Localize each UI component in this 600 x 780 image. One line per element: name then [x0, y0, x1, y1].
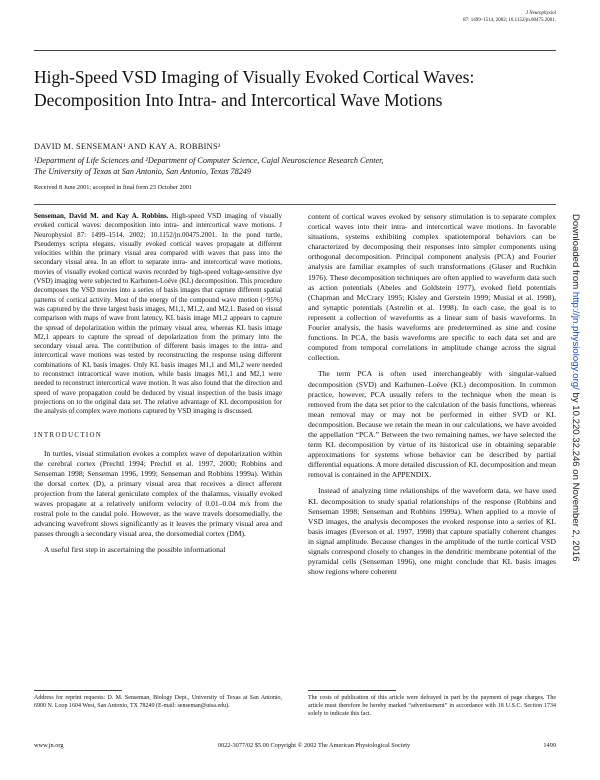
article-title: High-Speed VSD Imaging of Visually Evoked Cortical Waves: Decomposition Into Intra- and Intercortical Wave Motions — [34, 67, 475, 110]
intro-paragraph-2: A useful first step in ascertaining the possible informational — [44, 545, 226, 555]
author-line: DAVID M. SENSEMAN¹ AND KAY A. ROBBINS² — [34, 142, 221, 151]
page-number: 1499 — [543, 742, 556, 749]
affiliation-line-2: The University of Texas at San Antonio, San Antonio, Texas 78249 — [34, 167, 251, 176]
intro-heading: INTRODUCTION — [34, 431, 103, 439]
abstract-text: High-speed VSD imaging of visually evoked cortical waves: decomposition into intra- and intercortical wave motions. J Neurophysiol 87: 1499–1514, 2002; 10.1152/jn.00475.2001. In the pond turtle, Pseudemys scripta elegans, visually evoked cortical waves propagate at different velocities within the primary visual area compared with waves that pass into the secondary visual area. In an effort to separate intra- and intercortical wave motions, movies of visually evoked cortical waves recorded by high-speed voltage-sensitive dye (VSD) imaging were subjected to Karhunen-Loéve (KL) decomposition. This procedure decomposes the VSD movies into a series of basis images that capture different spatial patterns of cortical activity. Most of the energy of the compound wave motion (>95%) was captured by the three largest basis images, M1,1, M1,2, and M2,1. Based on visual comparison with maps of wave front latency, KL basis image M1,2 appears to capture the spread of depolarization within the primary visual area, whereas KL basis image M2,1 appears to capture the spread of depolarization from the primary into the secondary visual area. The contribution of different basis images to the intra- and intercortical wave motions was tested by reconstructing the response using different combinations of KL basis images. Only KL basis images M1,1 and M1,2 were needed to reconstruct intracortical wave motion, while basis images M1,1 and M2,1 were needed to reconstruct intercortical wave motion. It was also found that the direction and speed of wave propagation could be deduced by visual inspection of the basis image projections on to the original data set. The relative advantage of KL decomposition for the analysis of complex wave motions captured by VSD imaging is discussed. — [34, 212, 282, 416]
download-watermark — [561, 214, 583, 594]
right-paragraph-2: The term PCA is often used interchangeably with singular-valued decomposition (SVD) and Karhunen–Loéve (KL) decomposition. In common practice, however, PCA usually refers to the technique when the mean is removed from the data set prior to the calculation of the basis functions, whereas mean removal may or may not be performed in either SVD or KL decomposition. Because we retain the mean in our calculations, we have avoided the appellation “PCA.” Between the two remaining names, we have selected the term KL decomposition by virtue of its historical use in obtaining separable approximations for systems whose behavior can be described by partial differential equations. A more detailed discussion of KL decomposition and mean removal is contained in the APPENDIX. — [308, 369, 556, 480]
footnote-reprint-address: Address for reprint requests: D. M. Senseman, Biology Dept., University of Texas at San Antonio, 6900 N. Loop 1604 West, San Antonio, TX 78249 (E-mail: senseman@utsa.edu). — [34, 695, 282, 709]
journal-name: J Neurophysiol — [525, 11, 556, 16]
download-watermark-text — [559, 214, 581, 594]
affiliation — [34, 155, 554, 177]
journal-url[interactable]: www.jn.org — [34, 742, 64, 749]
received-date: Received 8 June 2001; accepted in final form 23 October 2001 — [34, 184, 193, 191]
affiliation-line-1: ¹Department of Life Sciences and ²Department of Computer Science, Cajal Neuroscience Research Center, — [34, 156, 384, 165]
watermark-suffix: by 10.220.32.246 on November 2, 2016 — [570, 389, 581, 562]
abstract — [34, 212, 282, 417]
header-rule — [34, 204, 556, 205]
right-paragraph-1: content of cortical waves evoked by sensory stimulation is to separate complex cortical waves into their intra- and intercortical wave motions. In favorable situations, systems exhibiting complex spatiotemporal behaviors can be characterized by decomposing their responses into simpler components using orthogonal decomposition. Principal component analysis (PCA) and Fourier analysis are familiar examples of such transformations (Glaser and Ruchkin 1976). These decomposition techniques are often applied to waveform data such as action potentials (Abeles and Goldstein 1977), evoked field potentials (Chapman and McCrary 1995; Kisley and Gerstein 1999; Musial et al. 1998), and synaptic potentials (Astrelin et al. 1998). In each case, the goal is to represent a collection of waveforms as a linear sum of basis waveforms. In Fourier analysis, the basis waveforms are predetermined as sine and cosine functions. In PCA, the basis waveforms are specific to each data set and are computed from temporal correlations in amplitude change across the signal collection. — [308, 212, 556, 363]
top-rule — [34, 50, 556, 51]
footnote-rule-right — [308, 690, 396, 691]
citation-line: 87: 1499–1514, 2002; 10.1152/jn.00475.2001. — [463, 18, 556, 23]
footnote-publication-costs: The costs of publication of this article were defrayed in part by the payment of page charges. The article must therefore be hereby marked “advertisement” in accordance with 18 U.S.C. Section 1734 solely to indicate this fact. — [308, 695, 556, 717]
right-column — [308, 212, 556, 583]
watermark-link[interactable]: http://jn.physiology.org/ — [570, 291, 581, 390]
copyright-line: 0022-3077/02 $5.00 Copyright © 2002 The American Physiological Society — [217, 742, 411, 749]
right-paragraph-3: Instead of analyzing time relationships of the waveform data, we have used KL decomposition to study spatial relationships of the response (Robbins and Senseman 1998; Senseman and Robbins 1999a). When applied to a movie of VSD images, the analysis decomposes the evoked response into a series of KL basis images (Everson et al. 1997, 1998) that capture spatially coherent changes in signal amplitude. Because changes in the amplitude of the turtle cortical VSD signals correspond closely to changes in the dendritic membrane potential of the pyramidal cells (Senseman 1996), one might conclude that KL basis images show regions where coherent — [308, 486, 556, 577]
watermark-prefix: Downloaded from — [570, 214, 581, 292]
footnote-rule-left — [34, 690, 122, 691]
abstract-lead: Senseman, David M. and Kay A. Robbins. — [34, 212, 169, 220]
left-column — [34, 212, 282, 562]
intro-paragraph-1: In turtles, visual stimulation evokes a complex wave of depolarization within the cerebral cortex (Prechtl 1994; Prechtl et al. 1997, 2000; Robbins and Senseman 1998; Senseman 1996, 1999; Senseman and Robbins 1999a). Within the dorsal cortex (D), a primary visual area that receives a direct afferent projection from the lateral geniculate complex of the thalamus, visually evoked waves propagate at a relatively uniform velocity of 0.01–0.04 m/s from the rostral pole to the caudal pole. However, as the wave travels dorsomedially, the advancing wavefront slows significantly as it leaves the primary visual area and passes through a secondary visual area, the dorsomedial cortex (DM). — [34, 448, 282, 539]
journal-citation-header — [463, 10, 556, 24]
